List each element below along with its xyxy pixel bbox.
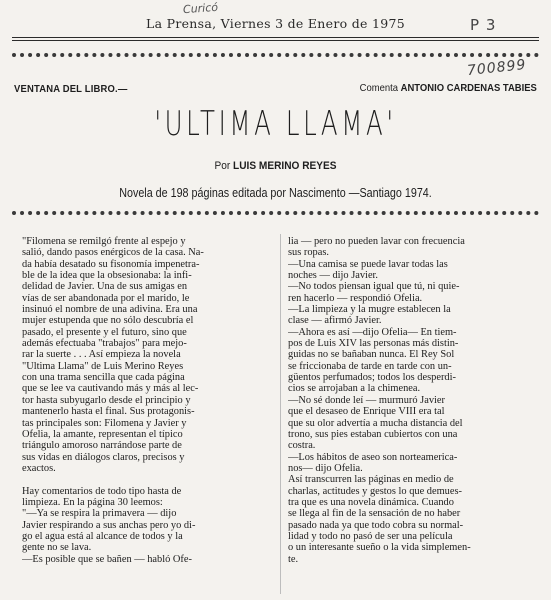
article-line: —No todos piensan igual que tú, ni quie- — [288, 281, 460, 293]
handwritten-page-note: P 3 — [470, 16, 497, 34]
newspaper-masthead: La Prensa, Viernes 3 de Enero de 1975 — [145, 16, 406, 31]
column-separator — [280, 234, 281, 594]
article-line: vías de ser abandonada por el marido, le — [22, 292, 190, 304]
article-line: güentos perfumados; todos los desperdi- — [288, 372, 456, 384]
article-line: o un interesante sueño o la vida simplemen- — [288, 542, 471, 554]
article-line: da había desatado su fisonomía impenetra- — [22, 258, 200, 270]
article-line: nos— dijo Ofelia. — [288, 462, 363, 474]
article-line: mantenerlo hasta el final. Sus protagonis- — [22, 406, 195, 418]
article-line: noches — dijo Javier. — [288, 270, 379, 282]
article-line: cios se arrojaban a la chimenea. — [288, 383, 421, 395]
article-line: se llega al fin de la sensación de no haber — [288, 508, 461, 520]
top-dotted-rule — [12, 53, 539, 57]
comment-prefix: Comenta — [359, 82, 399, 94]
article-line: exactos. — [22, 462, 56, 474]
article-line: con una trama sencilla que cada página — [22, 372, 185, 384]
article-line: "Filomena se remilgó frente al espejo y — [22, 236, 186, 247]
article-line: sus ropas. — [288, 247, 329, 259]
article-line: sus vidas en diálogos claros, precisos y — [22, 451, 185, 463]
book-description: Novela de 198 páginas editada por Nascimento —Santiago 1974. — [119, 186, 432, 200]
comment-author: ANTONIO CARDENAS TABIES — [400, 82, 537, 94]
article-title: 'ULTIMA LLAMA' — [154, 104, 397, 144]
byline-author: LUIS MERINO REYES — [233, 160, 337, 172]
article-line: se friccionaba de tarde en tarde con un- — [288, 360, 452, 372]
article-line: que su olor advertía a mucha distancia del — [288, 417, 463, 429]
article-line: —Es posible que se bañen — habló Ofe- — [22, 553, 192, 565]
handwritten-reference-number: 700899 — [466, 56, 528, 80]
byline — [22, 160, 529, 172]
article-line: clase — afirmó Javier. — [288, 315, 382, 327]
top-rule-double — [12, 40, 539, 41]
article-line: Javier respirando a sus anchas pero yo di- — [22, 519, 196, 531]
article-line: —Los hábitos de aseo son norteamerica- — [288, 451, 458, 463]
article-line: Hay comentarios de todo tipo hasta de — [22, 485, 182, 497]
article-line: go el agua está al alcance de todos y la — [22, 530, 183, 542]
article-line: guidas no se bañaban nunca. El Rey Sol — [288, 349, 455, 361]
article-line: pos de Luis XIV las personas más distin- — [288, 338, 459, 350]
article-column-left — [22, 236, 275, 565]
article-line: rar la suerte . . . Así empieza la novela — [22, 349, 181, 361]
article-line: limpieza. En la página 30 leemos: — [22, 496, 163, 508]
article-line: tra que es una novela dinámica. Cuando — [288, 496, 454, 508]
article-line: delidad de Javier. Una de sus amigas en — [22, 281, 188, 293]
article-line: costra. — [288, 440, 316, 452]
article-line: "—Ya se respira la primavera — dijo — [22, 508, 177, 520]
article-line: lidad y todo no pasó de ser una película — [288, 530, 453, 542]
comment-credit — [360, 82, 537, 94]
article-line: pasado, el presente y el futuro, sino que — [22, 326, 187, 338]
article-line: ren hacerlo — respondió Ofelia. — [288, 292, 423, 304]
bottom-dotted-rule — [12, 211, 539, 215]
handwritten-city-note: Curicó — [182, 0, 219, 17]
article-line: que se lee va cautivando más y más al lec- — [22, 383, 199, 395]
article-line: —No sé donde leí — murmuró Javier — [288, 394, 445, 406]
article-line: triángulo amoroso narrándose parte de — [22, 440, 182, 452]
article-line: gente no se lava. — [22, 542, 92, 554]
article-line: trono, sus pies estaban cubiertos con una — [288, 428, 458, 440]
byline-prefix: Por — [214, 160, 231, 172]
article-line: mujer estupenda que no sólo descubría el — [22, 315, 194, 327]
article-line: tor hasta subyugarlo desde el principio y — [22, 394, 191, 406]
article-line: Así transcurren las páginas en medio de — [288, 474, 454, 486]
article-line: te. — [288, 553, 299, 565]
article-line: además efectuaba "trabajos" para mejo- — [22, 338, 187, 350]
article-line: que el desaseo de Enrique VIII era tal — [288, 406, 445, 418]
article-line: —Ahora es así —dijo Ofelia— En tiem- — [288, 326, 457, 338]
article-line: —La limpieza y la mugre establecen la — [288, 304, 451, 316]
section-label: VENTANA DEL LIBRO.— — [14, 83, 128, 95]
article-line: —Una camisa se puede lavar todas las — [288, 258, 448, 270]
article-line: lia — pero no pueden lavar con frecuencia — [288, 236, 465, 247]
article-line: pasado nada ya que todo cobra su normal- — [288, 519, 464, 531]
article-line: "Ultima Llama" de Luis Merino Reyes — [22, 360, 184, 372]
article-column-right — [288, 236, 545, 565]
article-line: tas principales son: Filomena y Javier y — [22, 417, 187, 429]
top-rule — [12, 37, 539, 38]
article-line: ble de la idea que la obsesionaba: la infi- — [22, 270, 192, 282]
article-line: charlas, actitudes y gestos lo que demues- — [288, 485, 462, 497]
article-line: Ofelia, la amante, representan el típico — [22, 428, 183, 440]
article-line: salió, dando pasos enérgicos de la casa. Na- — [22, 247, 204, 259]
article-line: insinuó el nombre de una adivina. Era una — [22, 304, 198, 316]
article-line — [22, 474, 275, 485]
